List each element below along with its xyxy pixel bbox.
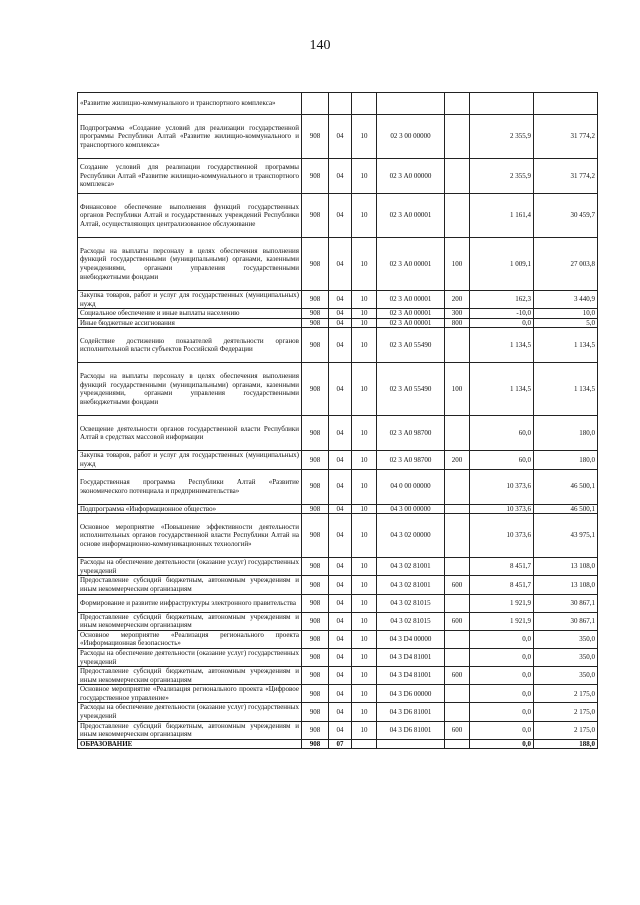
table-row (78, 451, 598, 469)
cell-subsection: 10 (352, 703, 377, 721)
cell-name: Закупка товаров, работ и услуг для государственных (муниципальных) нужд (78, 291, 302, 309)
cell-subsection: 10 (352, 309, 377, 319)
cell-section: 04 (329, 703, 352, 721)
cell-amount-total: 46 500,1 (534, 504, 598, 514)
cell-target-article: 02 3 00 00000 (377, 115, 445, 159)
cell-expense-type (445, 514, 470, 558)
cell-name: «Развитие жилищно-коммунального и транспортного комплекса» (78, 93, 302, 115)
cell-grbs: 908 (302, 558, 329, 576)
cell-amount-change: 1 009,1 (470, 238, 534, 291)
cell-amount-total: 2 175,0 (534, 721, 598, 739)
cell-grbs: 908 (302, 630, 329, 648)
cell-amount-change: 2 355,9 (470, 115, 534, 159)
cell-target-article: 04 3 02 81001 (377, 576, 445, 594)
table-row (78, 558, 598, 576)
cell-target-article: 04 3 D4 81001 (377, 667, 445, 685)
cell-section: 04 (329, 318, 352, 328)
cell-subsection: 10 (352, 558, 377, 576)
cell-amount-change: 0,0 (470, 685, 534, 703)
cell-amount-change: 8 451,7 (470, 558, 534, 576)
cell-subsection: 10 (352, 451, 377, 469)
cell-section: 04 (329, 504, 352, 514)
table-row (78, 238, 598, 291)
cell-name: Предоставление субсидий бюджетным, автономным учреждениям и иным некоммерческим организациям (78, 667, 302, 685)
table-row (78, 504, 598, 514)
cell-target-article: 02 3 А0 55490 (377, 363, 445, 416)
cell-amount-total: 30 867,1 (534, 594, 598, 612)
cell-subsection (352, 739, 377, 749)
cell-expense-type (445, 115, 470, 159)
cell-amount-change: 10 373,6 (470, 504, 534, 514)
cell-grbs: 908 (302, 309, 329, 319)
cell-target-article: 02 3 А0 00001 (377, 194, 445, 238)
cell-subsection (352, 93, 377, 115)
cell-name: Государственная программа Республики Алтай «Развитие экономического потенциала и предпринимательства» (78, 469, 302, 504)
cell-section: 04 (329, 115, 352, 159)
cell-amount-change: 0,0 (470, 318, 534, 328)
table-row (78, 328, 598, 363)
cell-amount-change: 8 451,7 (470, 576, 534, 594)
cell-name: Освещение деятельности органов государственной власти Республики Алтай в средствах массовой информации (78, 416, 302, 451)
table-row (78, 93, 598, 115)
cell-section: 04 (329, 721, 352, 739)
cell-target-article: 04 3 02 81015 (377, 594, 445, 612)
table-body (78, 93, 598, 749)
cell-amount-total: 43 975,1 (534, 514, 598, 558)
cell-amount-change: 1 921,9 (470, 612, 534, 630)
cell-amount-total: 31 774,2 (534, 115, 598, 159)
cell-target-article: 04 3 02 81015 (377, 612, 445, 630)
cell-expense-type: 600 (445, 667, 470, 685)
cell-amount-total: 1 134,5 (534, 328, 598, 363)
cell-expense-type: 600 (445, 612, 470, 630)
cell-expense-type (445, 504, 470, 514)
cell-name: Расходы на обеспечение деятельности (оказание услуг) государственных учреждений (78, 558, 302, 576)
cell-section: 07 (329, 739, 352, 749)
cell-target-article: 02 3 А0 55490 (377, 328, 445, 363)
cell-target-article: 04 3 02 81001 (377, 558, 445, 576)
cell-grbs: 908 (302, 504, 329, 514)
cell-grbs: 908 (302, 469, 329, 504)
cell-name: Расходы на обеспечение деятельности (оказание услуг) государственных учреждений (78, 703, 302, 721)
table-row (78, 469, 598, 504)
table-row (78, 309, 598, 319)
cell-target-article: 02 3 А0 00001 (377, 238, 445, 291)
cell-grbs: 908 (302, 648, 329, 666)
cell-subsection: 10 (352, 328, 377, 363)
cell-subsection: 10 (352, 667, 377, 685)
cell-subsection: 10 (352, 594, 377, 612)
cell-name: Предоставление субсидий бюджетным, автономным учреждениям и иным некоммерческим организациям (78, 721, 302, 739)
cell-section: 04 (329, 576, 352, 594)
cell-section: 04 (329, 630, 352, 648)
table-row (78, 685, 598, 703)
cell-amount-change: 1 921,9 (470, 594, 534, 612)
cell-grbs: 908 (302, 363, 329, 416)
cell-amount-total: 27 003,8 (534, 238, 598, 291)
cell-amount-change: 1 134,5 (470, 328, 534, 363)
cell-target-article: 02 3 А0 98700 (377, 451, 445, 469)
cell-name: Основное мероприятие «Реализация регионального проекта «Цифровое государственное управление» (78, 685, 302, 703)
cell-grbs: 908 (302, 685, 329, 703)
cell-name: Расходы на выплаты персоналу в целях обеспечения выполнения функций государственными (муниципальными) органами, казенными учреждениями, органами управления государственными внебюджетными фондами (78, 363, 302, 416)
cell-name: Подпрограмма «Информационное общество» (78, 504, 302, 514)
cell-target-article: 02 3 А0 00001 (377, 309, 445, 319)
cell-grbs: 908 (302, 721, 329, 739)
cell-subsection: 10 (352, 612, 377, 630)
cell-expense-type (445, 194, 470, 238)
table-row (78, 703, 598, 721)
cell-amount-total: 350,0 (534, 667, 598, 685)
cell-amount-total: 180,0 (534, 416, 598, 451)
cell-subsection: 10 (352, 238, 377, 291)
cell-grbs (302, 93, 329, 115)
cell-expense-type (445, 739, 470, 749)
cell-name: Основное мероприятие «Повышение эффективности деятельности исполнительных органов государственной власти Республики Алтай на основе информационно-коммуникационных технологий» (78, 514, 302, 558)
cell-grbs: 908 (302, 291, 329, 309)
cell-target-article: 04 3 00 00000 (377, 504, 445, 514)
cell-section: 04 (329, 469, 352, 504)
cell-target-article: 04 3 D6 81001 (377, 721, 445, 739)
cell-target-article (377, 739, 445, 749)
cell-amount-change: 0,0 (470, 721, 534, 739)
cell-section: 04 (329, 363, 352, 416)
cell-name: Предоставление субсидий бюджетным, автономным учреждениям и иным некоммерческим организациям (78, 612, 302, 630)
cell-amount-total: 2 175,0 (534, 703, 598, 721)
cell-section: 04 (329, 451, 352, 469)
table-row (78, 514, 598, 558)
cell-section: 04 (329, 291, 352, 309)
cell-amount-change: 0,0 (470, 703, 534, 721)
cell-target-article: 04 3 D6 00000 (377, 685, 445, 703)
cell-grbs: 908 (302, 238, 329, 291)
cell-amount-total: 31 774,2 (534, 159, 598, 194)
cell-grbs: 908 (302, 451, 329, 469)
cell-expense-type (445, 558, 470, 576)
table-row (78, 739, 598, 749)
cell-amount-change: 162,3 (470, 291, 534, 309)
cell-name: Предоставление субсидий бюджетным, автономным учреждениям и иным некоммерческим организациям (78, 576, 302, 594)
cell-name: Содействие достижению показателей деятельности органов исполнительной власти субъектов Российской Федерации (78, 328, 302, 363)
cell-subsection: 10 (352, 291, 377, 309)
cell-grbs: 908 (302, 328, 329, 363)
cell-grbs: 908 (302, 318, 329, 328)
table-row (78, 576, 598, 594)
cell-section: 04 (329, 416, 352, 451)
cell-expense-type (445, 594, 470, 612)
cell-subsection: 10 (352, 514, 377, 558)
cell-target-article: 04 3 02 00000 (377, 514, 445, 558)
cell-grbs: 908 (302, 194, 329, 238)
cell-amount-total: 13 108,0 (534, 558, 598, 576)
cell-grbs: 908 (302, 594, 329, 612)
cell-section: 04 (329, 328, 352, 363)
cell-grbs: 908 (302, 739, 329, 749)
cell-amount-total: 30 867,1 (534, 612, 598, 630)
cell-grbs: 908 (302, 159, 329, 194)
cell-subsection: 10 (352, 648, 377, 666)
cell-grbs: 908 (302, 416, 329, 451)
table-row (78, 612, 598, 630)
table-row (78, 159, 598, 194)
cell-section (329, 93, 352, 115)
cell-expense-type (445, 648, 470, 666)
cell-expense-type (445, 703, 470, 721)
table-row (78, 291, 598, 309)
cell-name: Основное мероприятие «Реализация регионального проекта «Информационная безопасность» (78, 630, 302, 648)
cell-section: 04 (329, 238, 352, 291)
cell-amount-change: 0,0 (470, 667, 534, 685)
cell-amount-total: 350,0 (534, 630, 598, 648)
cell-amount-change: 0,0 (470, 630, 534, 648)
cell-expense-type (445, 159, 470, 194)
cell-target-article: 04 3 D4 00000 (377, 630, 445, 648)
cell-subsection: 10 (352, 469, 377, 504)
cell-amount-change: 0,0 (470, 648, 534, 666)
cell-subsection: 10 (352, 318, 377, 328)
table-row (78, 363, 598, 416)
cell-target-article: 02 3 А0 00001 (377, 318, 445, 328)
cell-name: Расходы на выплаты персоналу в целях обеспечения выполнения функций государственными (муниципальными) органами, казенными учреждениями, органами управления государственными внебюджетными фондами (78, 238, 302, 291)
cell-section: 04 (329, 648, 352, 666)
cell-name: Подпрограмма «Создание условий для реализации государственной программы Республики Алтай «Развитие жилищно-коммунального и транспортного комплекса» (78, 115, 302, 159)
cell-section: 04 (329, 309, 352, 319)
table-row (78, 318, 598, 328)
cell-name: Социальное обеспечение и иные выплаты населению (78, 309, 302, 319)
cell-expense-type (445, 416, 470, 451)
cell-amount-change: 10 373,6 (470, 469, 534, 504)
cell-amount-total: 10,0 (534, 309, 598, 319)
cell-subsection: 10 (352, 159, 377, 194)
table-row (78, 630, 598, 648)
cell-grbs: 908 (302, 703, 329, 721)
cell-amount-change: -10,0 (470, 309, 534, 319)
cell-expense-type: 100 (445, 363, 470, 416)
cell-target-article: 04 3 D4 81001 (377, 648, 445, 666)
cell-amount-change (470, 93, 534, 115)
cell-amount-total: 180,0 (534, 451, 598, 469)
cell-target-article: 02 3 А0 00000 (377, 159, 445, 194)
cell-amount-change: 60,0 (470, 451, 534, 469)
table-row (78, 115, 598, 159)
cell-amount-total: 1 134,5 (534, 363, 598, 416)
cell-name: Создание условий для реализации государственной программы Республики Алтай «Развитие жилищно-коммунального и транспортного комплекса» (78, 159, 302, 194)
cell-expense-type: 800 (445, 318, 470, 328)
cell-name: Финансовое обеспечение выполнения функций государственных органов Республики Алтай и государственных учреждений Республики Алтай, осуществляющих централизованное обслуживание (78, 194, 302, 238)
cell-target-article (377, 93, 445, 115)
cell-amount-change: 60,0 (470, 416, 534, 451)
cell-subsection: 10 (352, 194, 377, 238)
cell-section: 04 (329, 667, 352, 685)
cell-expense-type: 200 (445, 451, 470, 469)
cell-subsection: 10 (352, 115, 377, 159)
cell-amount-total: 30 459,7 (534, 194, 598, 238)
cell-expense-type (445, 93, 470, 115)
cell-section: 04 (329, 612, 352, 630)
cell-name: Закупка товаров, работ и услуг для государственных (муниципальных) нужд (78, 451, 302, 469)
cell-grbs: 908 (302, 667, 329, 685)
table-row (78, 416, 598, 451)
cell-amount-total: 3 440,9 (534, 291, 598, 309)
cell-section: 04 (329, 685, 352, 703)
cell-amount-total: 350,0 (534, 648, 598, 666)
cell-name: Формирование и развитие инфраструктуры электронного правительства (78, 594, 302, 612)
cell-amount-change: 2 355,9 (470, 159, 534, 194)
cell-section: 04 (329, 558, 352, 576)
cell-amount-change: 0,0 (470, 739, 534, 749)
cell-amount-total: 2 175,0 (534, 685, 598, 703)
cell-name: ОБРАЗОВАНИЕ (78, 739, 302, 749)
cell-amount-total: 5,0 (534, 318, 598, 328)
cell-expense-type: 600 (445, 576, 470, 594)
cell-amount-total: 13 108,0 (534, 576, 598, 594)
cell-name: Иные бюджетные ассигнования (78, 318, 302, 328)
cell-grbs: 908 (302, 514, 329, 558)
table-row (78, 648, 598, 666)
budget-table (77, 92, 598, 749)
cell-amount-change: 1 161,4 (470, 194, 534, 238)
cell-expense-type (445, 630, 470, 648)
cell-amount-total: 46 500,1 (534, 469, 598, 504)
cell-section: 04 (329, 514, 352, 558)
cell-grbs: 908 (302, 115, 329, 159)
cell-subsection: 10 (352, 576, 377, 594)
table-row (78, 594, 598, 612)
cell-expense-type (445, 328, 470, 363)
cell-grbs: 908 (302, 576, 329, 594)
cell-amount-total: 188,0 (534, 739, 598, 749)
cell-expense-type (445, 469, 470, 504)
cell-section: 04 (329, 159, 352, 194)
cell-expense-type (445, 685, 470, 703)
cell-expense-type: 600 (445, 721, 470, 739)
cell-subsection: 10 (352, 721, 377, 739)
cell-section: 04 (329, 594, 352, 612)
cell-subsection: 10 (352, 685, 377, 703)
cell-amount-total (534, 93, 598, 115)
page-number: 140 (309, 38, 331, 53)
cell-expense-type: 200 (445, 291, 470, 309)
cell-subsection: 10 (352, 363, 377, 416)
cell-target-article: 02 3 А0 98700 (377, 416, 445, 451)
cell-subsection: 10 (352, 416, 377, 451)
table-row (78, 194, 598, 238)
cell-expense-type: 100 (445, 238, 470, 291)
cell-amount-change: 1 134,5 (470, 363, 534, 416)
cell-expense-type: 300 (445, 309, 470, 319)
cell-target-article: 04 0 00 00000 (377, 469, 445, 504)
table-row (78, 667, 598, 685)
cell-section: 04 (329, 194, 352, 238)
cell-target-article: 02 3 А0 00001 (377, 291, 445, 309)
cell-name: Расходы на обеспечение деятельности (оказание услуг) государственных учреждений (78, 648, 302, 666)
cell-grbs: 908 (302, 612, 329, 630)
cell-target-article: 04 3 D6 81001 (377, 703, 445, 721)
table-row (78, 721, 598, 739)
cell-subsection: 10 (352, 630, 377, 648)
cell-subsection: 10 (352, 504, 377, 514)
cell-amount-change: 10 373,6 (470, 514, 534, 558)
